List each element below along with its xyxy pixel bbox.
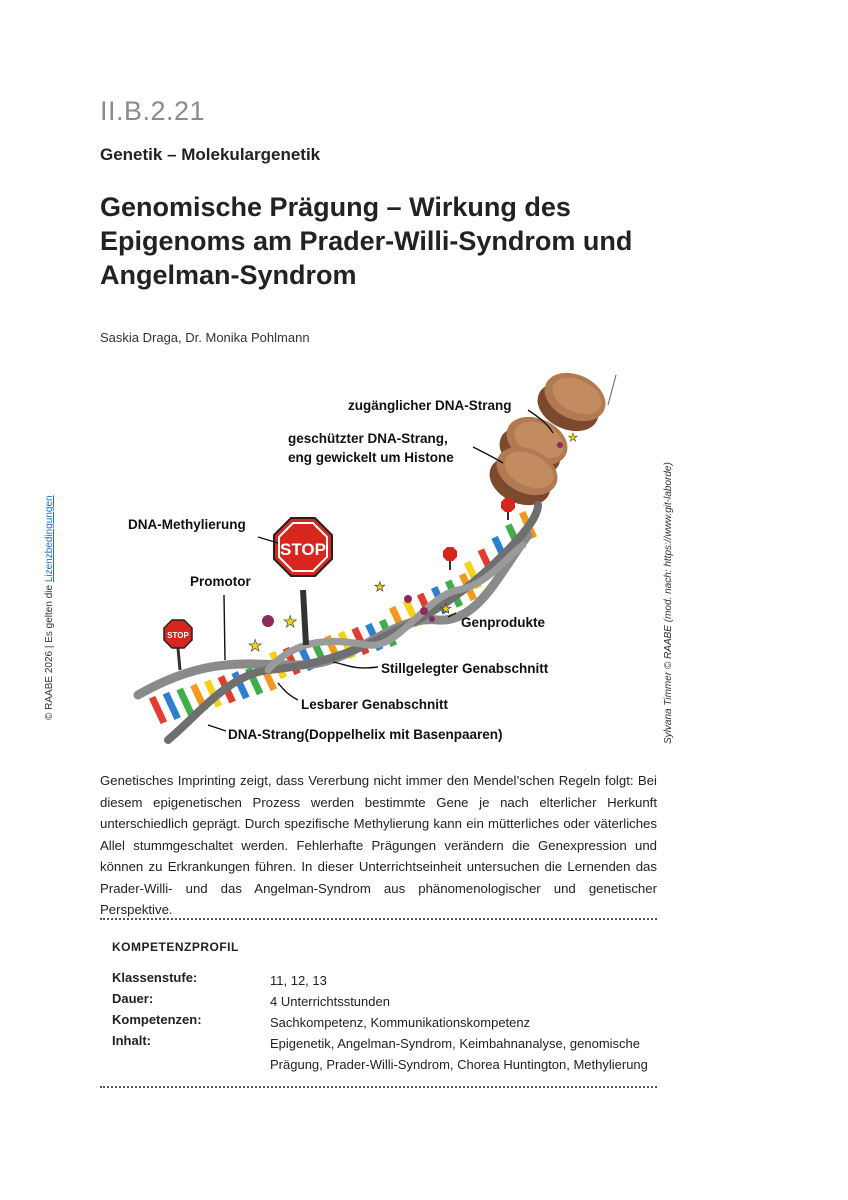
small-stop-sign-left bbox=[164, 620, 192, 670]
label-dna-strand: DNA-Strang(Doppelhelix mit Basenpaaren) bbox=[228, 727, 503, 742]
histone-group bbox=[482, 365, 616, 514]
image-credit: Sylvana Timmer © RAABE (mod. nach: https://www.git-laborde) bbox=[663, 462, 674, 744]
base-pair bbox=[176, 688, 194, 716]
base-pair bbox=[149, 696, 167, 724]
copyright-text: © RAABE 2026 | Es gelten die bbox=[44, 582, 55, 720]
divider-top bbox=[100, 918, 657, 920]
gene-product-dot bbox=[404, 595, 412, 603]
profile-value: 11, 12, 13 bbox=[270, 973, 327, 988]
label-protected-dna-2: eng gewickelt um Histone bbox=[288, 450, 454, 465]
divider-bottom bbox=[100, 1086, 657, 1088]
gene-product-dot bbox=[420, 607, 428, 615]
stop-text-large: STOP bbox=[280, 540, 326, 559]
authors: Saskia Draga, Dr. Monika Pohlmann bbox=[100, 330, 310, 345]
document-code: II.B.2.21 bbox=[100, 96, 206, 126]
label-protected-dna-1: geschützter DNA-Strang, bbox=[288, 431, 448, 446]
label-accessible-dna: zugänglicher DNA-Strang bbox=[348, 398, 512, 413]
base-pair bbox=[163, 692, 181, 720]
star-icon: ★ bbox=[374, 579, 386, 594]
star-icon: ★ bbox=[248, 638, 263, 655]
profile-key: Kompetenzen: bbox=[112, 1012, 202, 1027]
star-icon: ★ bbox=[568, 432, 578, 444]
profile-title: KOMPETENZPROFIL bbox=[112, 940, 239, 954]
gene-product-dot bbox=[557, 442, 563, 448]
profile-key: Klassenstufe: bbox=[112, 970, 198, 985]
gene-product-dot bbox=[262, 615, 274, 627]
profile-key: Dauer: bbox=[112, 991, 154, 1006]
intro-text: Genetisches Imprinting zeigt, dass Vererbung nicht immer den Mendel’schen Regeln folgt: Bei diesem epigenetischen Prozess werden bestimmte Gene je nach elterlicher Herkunft unterschiedlich geprägt. Durch spezifische Methylierung kann ein mütterliches oder väterliches Allel stummgeschaltet werden. Fehlerhafte Prägungen verändern die Genexpression und können zu Erkrankungen führen. In dieser Unterrichtseinheit untersuchen die Lernenden das Prader-Willi- und das Angelman-Syndrom aus phänomenologischer und genetischer Perspektive. bbox=[100, 773, 657, 917]
profile-value: Sachkompetenz, Kommunikationskompetenz bbox=[270, 1015, 531, 1030]
label-silenced-segment: Stillgelegter Genabschnitt bbox=[381, 661, 549, 676]
star-icon: ★ bbox=[283, 614, 298, 631]
star-icon: ★ bbox=[440, 601, 452, 616]
profile-key: Inhalt: bbox=[112, 1033, 151, 1048]
profile-value: Epigenetik, Angelman-Syndrom, Keimbahnanalyse, genomische Prägung, Prader-Willi-Syndrom, Chorea Huntington, Methylierung bbox=[270, 1036, 648, 1072]
license-link[interactable]: Lizenzbedingungen bbox=[44, 495, 55, 583]
tiny-stop-sign-1 bbox=[443, 547, 457, 570]
document-title: Genomische Prägung – Wirkung des Epigenoms am Prader-Willi-Syndrom und Angelman-Syndrom bbox=[100, 192, 633, 290]
subject-heading: Genetik – Molekulargenetik bbox=[100, 145, 321, 164]
label-gene-products: Genprodukte bbox=[461, 615, 546, 630]
gene-product-dot bbox=[429, 616, 435, 622]
label-methylation: DNA-Methylierung bbox=[128, 517, 246, 532]
stop-text-small: STOP bbox=[167, 631, 189, 640]
dna-thread-end bbox=[608, 375, 616, 405]
profile-value: 4 Unterrichtsstunden bbox=[270, 994, 390, 1009]
copyright-note bbox=[44, 495, 55, 720]
dna-illustration bbox=[128, 365, 648, 755]
label-readable-segment: Lesbarer Genabschnitt bbox=[301, 697, 449, 712]
tiny-stop-sign-2 bbox=[501, 498, 515, 520]
label-promoter: Promotor bbox=[190, 574, 251, 589]
